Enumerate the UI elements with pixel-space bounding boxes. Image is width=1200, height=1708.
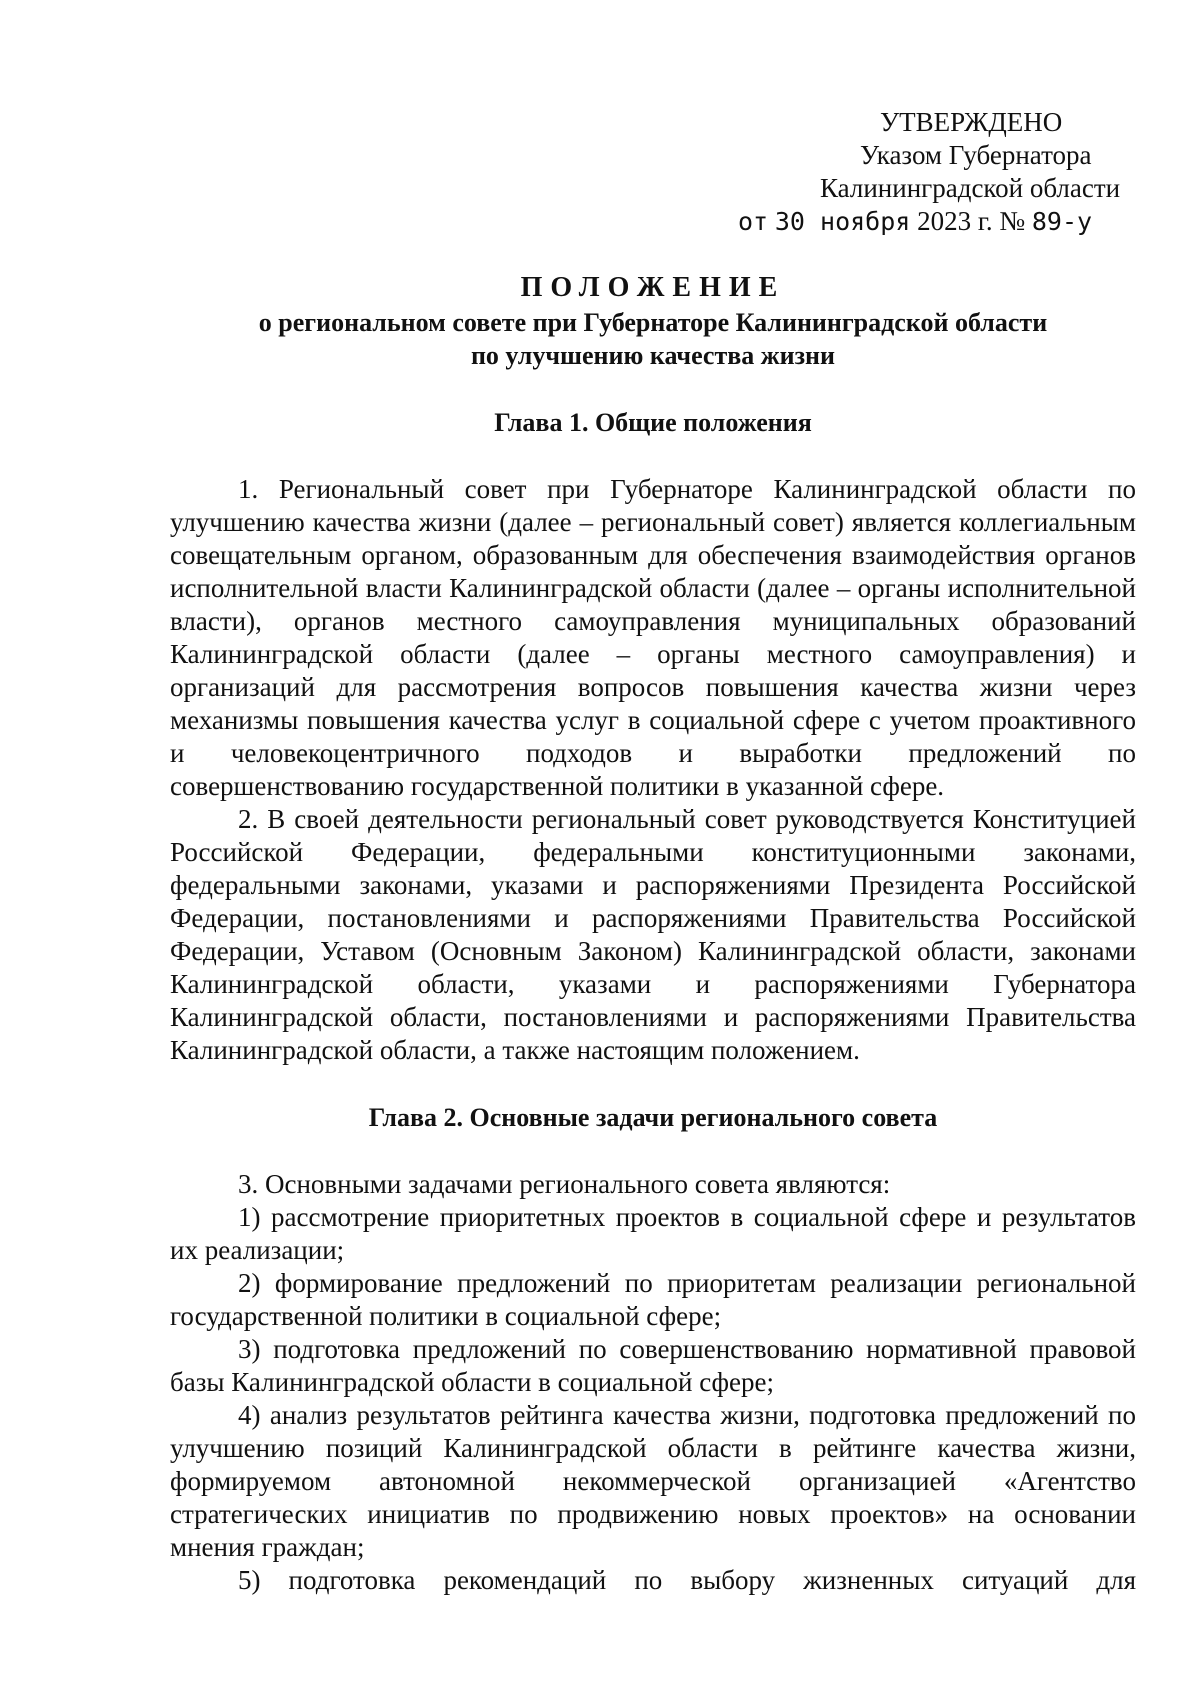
chapter1-heading: Глава 1. Общие положения (494, 408, 812, 437)
approval-heading: УТВЕРЖДЕНО (880, 107, 1063, 137)
list-item-4: 4) анализ результатов рейтинга качества жизни, подготовка предложений по улучшению позиций Калининградской области в рейтинге качества жизни, формируемом автономной некоммерческой организацией «Агентство стратегических инициатив по продвижению новых проектов» на основании мнения граждан; (170, 1400, 1136, 1562)
list-item-1: 1) рассмотрение приоритетных проектов в социальной сфере и результатов их реализации; (170, 1202, 1136, 1265)
approval-decree: Указом Губернатора (860, 140, 1092, 170)
document-subtitle-line1: о региональном совете при Губернаторе Калининградской области (258, 308, 1048, 337)
list-item-2: 2) формирование предложений по приоритетам реализации региональной государственной политики в социальной сфере; (170, 1268, 1136, 1331)
list-item-3: 3) подготовка предложений по совершенствованию нормативной правовой базы Калининградской области в социальной сфере; (170, 1334, 1136, 1397)
approval-block (720, 106, 1150, 238)
document-title: ПОЛОЖЕНИЕ (520, 272, 786, 303)
list-item-5: 5) подготовка рекомендаций по выбору жизненных ситуаций для (238, 1565, 1136, 1595)
document-body (170, 270, 1136, 1597)
chapter1-paragraph-2: 2. В своей деятельности региональный совет руководствуется Конституцией Российской Федерации, федеральными конституционными законами, федеральными законами, указами и распоряжениями Президента Российской Федерации, постановлениями и распоряжениями Правительства Российской Федерации, Уставом (Основным Законом) Калининградской области, законами Калининградской области, указами и распоряжениями Губернатора Калининградской области, постановлениями и распоряжениями Правительства Калининградской области, а также настоящим положением. (170, 804, 1136, 1065)
approval-date-prefix: от (738, 207, 769, 236)
approval-date-year: 2023 г. № (917, 206, 1026, 236)
approval-date-line (720, 205, 1150, 238)
approval-date-stamp: 30 ноября (774, 207, 911, 236)
chapter2-paragraph-3: 3. Основными задачами регионального совета являются: (238, 1169, 891, 1199)
chapter2-heading: Глава 2. Основные задачи регионального совета (368, 1103, 938, 1132)
approval-number-stamp: 89-у (1031, 207, 1093, 236)
document-subtitle-line2: по улучшению качества жизни (470, 341, 836, 370)
approval-region: Калининградской области (820, 173, 1121, 203)
chapter1-paragraph-1: 1. Региональный совет при Губернаторе Калининградской области по улучшению качества жизни (далее – региональный совет) является коллегиальным совещательным органом, образованным для обеспечения взаимодействия органов исполнительной власти Калининградской области (далее – органы исполнительной власти), органов местного самоуправления муниципальных образований Калининградской области (далее – органы местного самоуправления) и организаций для рассмотрения вопросов повышения качества жизни через механизмы повышения качества услуг в социальной сфере с учетом проактивного и человекоцентричного подходов и выработки предложений по совершенствованию государственной политики в указанной сфере. (170, 474, 1136, 801)
